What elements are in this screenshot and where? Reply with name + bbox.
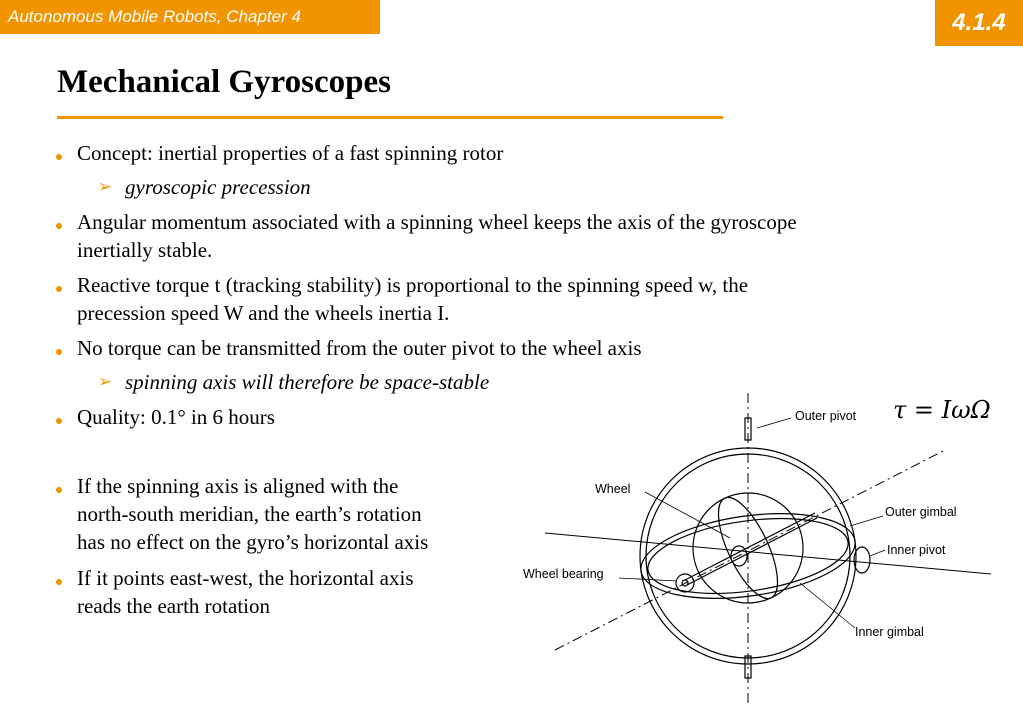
- arrow-bullet-icon: ➢: [98, 177, 113, 196]
- bullet-quality: Quality: 0.1° in 6 hours: [77, 405, 275, 429]
- torque-formula: τ = IωΩ: [893, 396, 991, 424]
- label-outer-gimbal: Outer gimbal: [885, 505, 957, 519]
- slide-title: Mechanical Gyroscopes: [57, 64, 391, 100]
- arrow-bullet-icon: ➢: [98, 372, 113, 391]
- bullet-east-west: [77, 564, 414, 620]
- label-inner-pivot: Inner pivot: [887, 543, 946, 557]
- bullet-north-south: [77, 472, 428, 556]
- course-header: Autonomous Mobile Robots, Chapter 4: [0, 0, 380, 34]
- bullet-dot-icon: [56, 286, 62, 292]
- gyroscope-diagram: [515, 388, 1023, 708]
- bullet-line: If the spinning axis is aligned with the: [77, 474, 399, 498]
- title-underline: [57, 116, 723, 119]
- bullet-line: north-south meridian, the earth’s rotation: [77, 502, 422, 526]
- label-outer-pivot: Outer pivot: [795, 409, 857, 423]
- bullet-line: If it points east-west, the horizontal axis: [77, 566, 414, 590]
- bullet-line: inertially stable.: [77, 238, 213, 262]
- bullet-dot-icon: [56, 223, 62, 229]
- sub-bullet-precession: gyroscopic precession: [125, 175, 311, 199]
- bullet-reactive-torque: [77, 271, 748, 327]
- section-number-badge: 4.1.4: [935, 0, 1023, 46]
- bullet-line: has no effect on the gyro’s horizontal axis: [77, 530, 429, 554]
- label-wheel-bearing: Wheel bearing: [523, 567, 604, 581]
- bullet-dot-icon: [56, 579, 62, 585]
- sub-bullet-space-stable: spinning axis will therefore be space-stable: [125, 370, 490, 394]
- bullet-dot-icon: [56, 487, 62, 493]
- bullet-line: precession speed W and the wheels inertia I.: [77, 301, 450, 325]
- label-inner-gimbal: Inner gimbal: [855, 625, 924, 639]
- bullet-angular-momentum: [77, 208, 797, 264]
- label-wheel: Wheel: [595, 482, 631, 496]
- bullet-dot-icon: [56, 349, 62, 355]
- bullet-no-torque: No torque can be transmitted from the outer pivot to the wheel axis: [77, 336, 642, 360]
- bullet-dot-icon: [56, 154, 62, 160]
- bullet-line: reads the earth rotation: [77, 594, 270, 618]
- bullet-dot-icon: [56, 418, 62, 424]
- bullet-line: Angular momentum associated with a spinning wheel keeps the axis of the gyroscope: [77, 210, 797, 234]
- bullet-concept: Concept: inertial properties of a fast spinning rotor: [77, 141, 504, 165]
- bullet-line: Reactive torque t (tracking stability) is proportional to the spinning speed w, the: [77, 273, 749, 297]
